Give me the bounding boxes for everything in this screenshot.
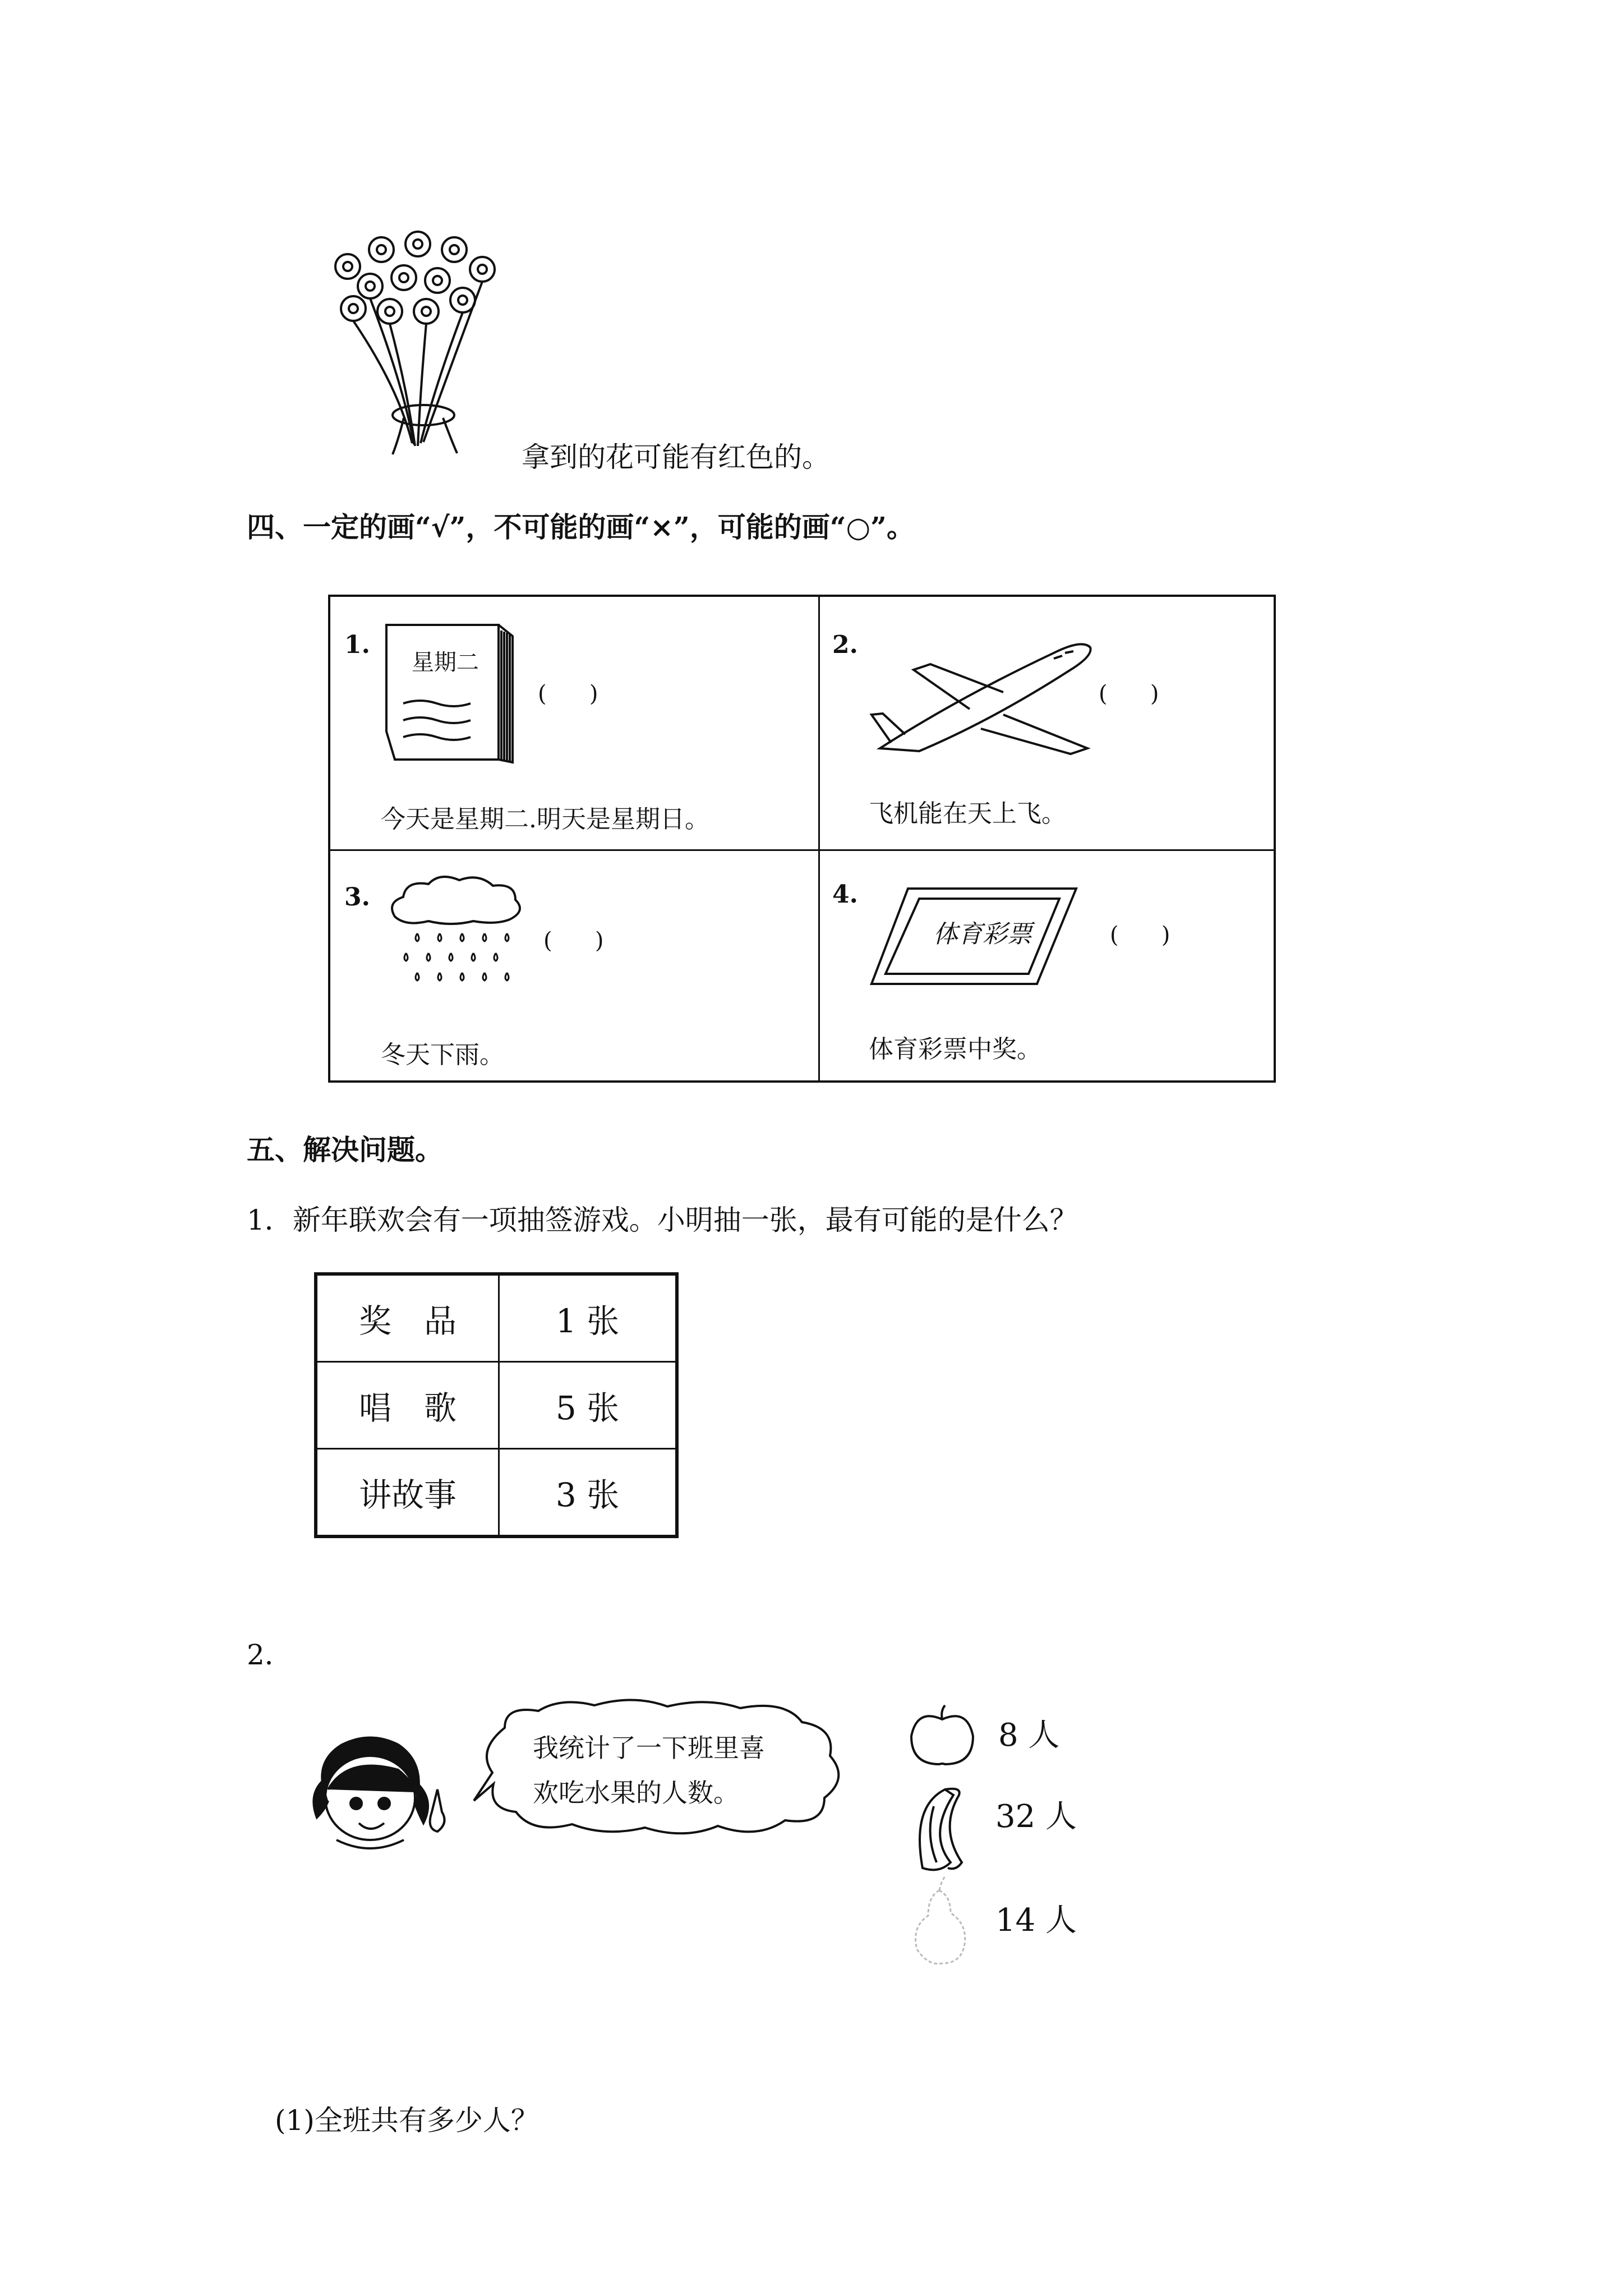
banana-icon	[906, 1784, 973, 1874]
section5-heading: 五、解决问题。	[247, 1133, 443, 1166]
cell4-answer-paren[interactable]: ( )	[1110, 922, 1170, 948]
airplane-icon	[869, 631, 1115, 760]
prize-count: 5 张	[499, 1362, 677, 1449]
prize-count: 1 张	[499, 1274, 677, 1362]
cell4-number: 4.	[832, 880, 858, 909]
prize-count: 3 张	[499, 1449, 677, 1537]
table-row	[316, 1362, 677, 1449]
table-row	[316, 1274, 677, 1362]
cell2-number: 2.	[832, 631, 858, 659]
cell2-answer-paren[interactable]: ( )	[1099, 681, 1159, 707]
cell4-caption: 体育彩票中奖。	[869, 1035, 1041, 1064]
cell1-number: 1.	[344, 631, 370, 659]
banana-count: 32 人	[995, 1798, 1077, 1835]
apple-count: 8 人	[998, 1717, 1060, 1754]
calendar-icon	[381, 619, 521, 765]
cell1-caption: 今天是星期二.明天是星期日。	[381, 805, 709, 834]
speech-bubble[interactable]	[471, 1694, 858, 1846]
q1-text: 1．新年联欢会有一项抽签游戏。小明抽一张，最有可能的是什么？	[247, 1204, 1078, 1236]
q2-sub1: (1)全班共有多少人？	[275, 2104, 539, 2137]
grid-horizontal-divider	[330, 849, 1274, 851]
cell3-caption: 冬天下雨。	[381, 1041, 504, 1069]
flower-statement: 拿到的花可能有红色的。	[522, 441, 830, 473]
prize-item: 唱 歌	[316, 1362, 499, 1449]
prize-item: 奖 品	[316, 1274, 499, 1362]
apple-icon	[906, 1703, 979, 1770]
girl-illustration	[303, 1728, 471, 1857]
cell2-caption: 飞机能在天上飞。	[869, 799, 1066, 828]
rain-cloud-icon	[384, 872, 529, 995]
speech-line-1: 我统计了一下班里喜	[533, 1733, 765, 1763]
q2-number: 2．	[247, 1639, 293, 1671]
cell3-answer-paren[interactable]: ( )	[543, 928, 604, 954]
speech-line-2: 欢吃水果的人数。	[533, 1778, 739, 1808]
section4-heading: 四、一定的画“√”，不可能的画“×”，可能的画“○”。	[247, 510, 915, 544]
judgement-grid	[328, 595, 1276, 1083]
calendar-text: 星期二	[412, 650, 479, 675]
prize-table	[314, 1272, 679, 1538]
table-row	[316, 1449, 677, 1537]
cell3-number: 3.	[344, 883, 370, 912]
pear-count: 14 人	[995, 1902, 1077, 1939]
ticket-text: 体育彩票	[933, 920, 1032, 949]
flower-bouquet-illustration	[314, 219, 527, 466]
grid-vertical-divider	[818, 597, 820, 1080]
prize-item: 讲故事	[316, 1449, 499, 1537]
cell1-answer-paren[interactable]: ( )	[538, 681, 598, 707]
pear-icon	[909, 1874, 970, 1969]
